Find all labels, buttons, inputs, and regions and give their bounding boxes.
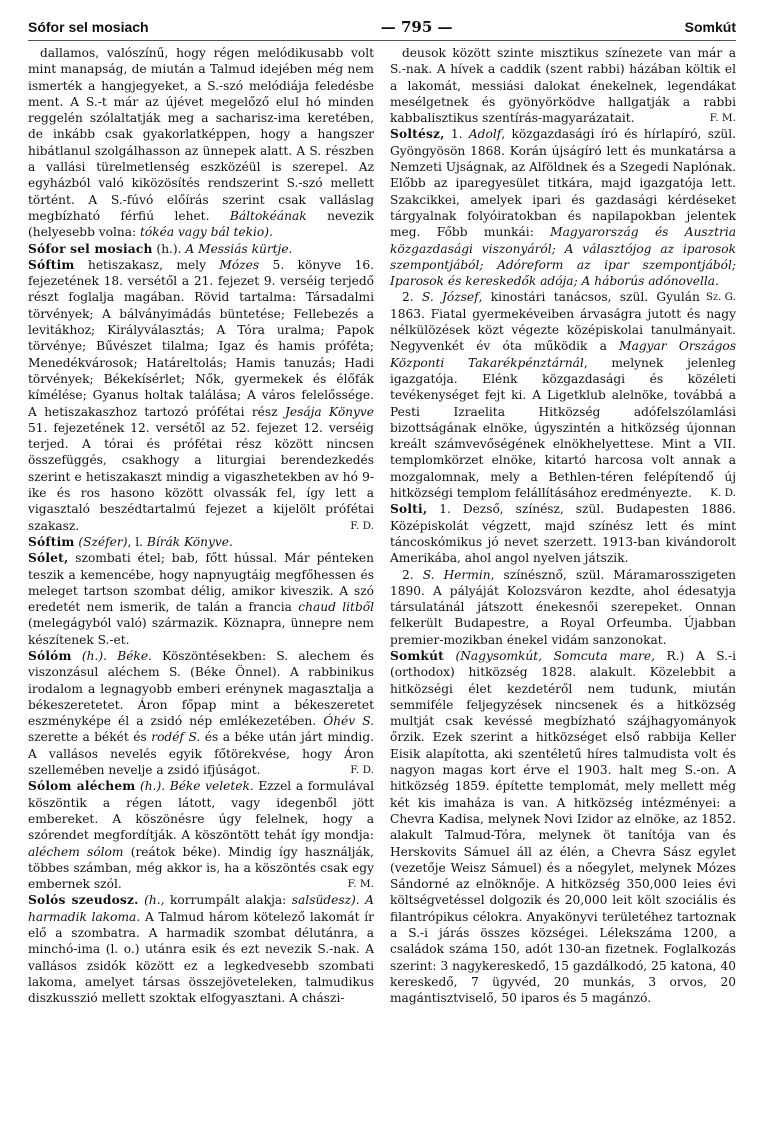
header-right-keyword: Somkút <box>684 19 736 35</box>
body-text: hetiszakasz, mely <box>74 257 220 272</box>
author-signature: Sz. G. <box>705 291 736 304</box>
headword: Sólom aléchem <box>28 779 136 794</box>
italic-text: Bírák Könyve. <box>146 534 233 549</box>
italic-text: tókéa vagy bál tekio). <box>139 225 273 240</box>
body-text: R.) A S.-i (orthodox) hitközség 1828. alakult. Közelebbit a hitközségi élet kezdetéről nem tudunk, miután semmiféle feljegyzések nincsenek és a hitközség multját csak kevéssé megbízható szájhagyományok őrzik. Ezek szerint a hitközséget első rabbija Keller Eisik alapította, aki szentéletű híres talmudista volt és nagyon magas kort érve el 1903. halt meg S.-on. A hitközség 1859. építette templomát, mely mellett még két kis imaháza is van. A hitközség intézményei: a Chevra Kadisa, melynek Novi Izidor az elnöke, az 1852. alakult Talmud-Tóra, melynek öt tanítója van és Herskovits Sámuel áll az élén, a Chevra Sász egylet (vezetője Weisz Sámuel) és a nőegylet, melynek Mózes Sándorné az elnöknője. A hitközség 350,000 leies évi költségvetéssel dolgozik és 20,000 leit költ szociális és filantrópikus célokra. Anyakönyvi területéhez tartoznak a S.-i járás összes községei. Lélekszáma 1200, a családok száma 150, adót 130-an fizetnek. Foglalkozás szerint: 3 nagykereskedő, 15 gazdálkodó, 25 katona, 40 kereskedő, 7 ügyvéd, 20 munkás, 3 orvos, 20 magántisztviselő, 50 iparos és 5 magánzó. <box>390 648 736 1006</box>
entry-paragraph <box>390 501 736 566</box>
body-text: deusok között szinte misztikus színezete van már a S.-nak. A hívek a caddik (szent rabbi) házában költik el a lakomát, messiási dalokat énekelnek, legendákat mesélgetnek és gyönyörködve hallgatják a rabbi kabbalisztikus szentírás-magyarázatait. <box>390 46 736 126</box>
headword: Sólet, <box>28 551 69 566</box>
body-text: , közgazdasági író és hírlapíró, szül. Gyöngyösön 1868. Korán újságíró lett és munkatársa a Nemzeti Ujságnak, az Alföldnek és a Szegedi Naplónak. Előbb az iparegyesület titkára, majd igazgatója lett. Szakcikkei, amelyek ipari és gazdasági kérdéseket tárgyalnak folyóiratokban és napilapokban jelentek meg. Főbb munkái: <box>390 127 736 240</box>
italic-text: Mózes <box>219 257 260 272</box>
entry-paragraph <box>390 648 736 1007</box>
body-text: korrumpált alakja: <box>164 893 292 908</box>
headword: Sóftim <box>28 257 75 272</box>
entry-paragraph <box>28 45 374 241</box>
dictionary-page <box>28 18 736 1126</box>
italic-text: Adolf <box>468 127 502 142</box>
body-text: , l. <box>127 534 147 549</box>
body-text: dallamos, valószínű, hogy régen melódikusabb volt mint manapság, de miután a Talmud idejében még nem ismerték a hangjegyeket, a S.-szó melódiája feledésbe ment. A S.-t már az újévet megelőző elul hó minden reggelén szólaltatják meg a sacharisz-ima keretében, de inkább csak gyakorlatképpen, hogy a hangszer hibátlanul szolgálhasson az ünnepek alatt. A S. részben a vallási türelmetlenség eszközéül is szerepel. Az egyházból való kiközösítés rendszerint S.-szó mellett történt. A S.-fúvó előírás szerint csak valláslag megbízható férfiú lehet. <box>28 46 374 223</box>
body-text: Ezzel a formulával köszöntik a régen látott, vagy idegenből jött embereket. A köszönésre úgy felelnek, hogy a szórendet megfordítják. A köszöntött tehát így mondja: <box>28 779 374 843</box>
body-text: szerette a békét és <box>28 730 152 745</box>
body-text: 2. <box>402 567 423 582</box>
italic-text: Magyar Országos Központi Takarékpénztárnál <box>390 339 736 370</box>
headword: Sófor sel mosiach <box>28 241 153 256</box>
italic-text: Jesája Könyve <box>284 404 374 419</box>
italic-text: (Széfer) <box>78 534 128 549</box>
entry-paragraph <box>28 550 374 648</box>
entry-paragraph <box>28 257 374 534</box>
headword: Sóftim <box>28 534 75 549</box>
running-header <box>28 18 736 41</box>
right-column <box>390 45 736 1126</box>
body-text: , kinostári tanácsos, szül. Gyulán 1863. Fiatal gyermekéveiben árvaságra jutott és nagy nélkülözések közt végezte középiskolai tanulmányait. Negyvenkét év óta működik a <box>390 290 736 354</box>
italic-text: A Messiás kürtje. <box>185 241 293 256</box>
entry-paragraph <box>28 534 374 550</box>
body-text: 1. Dezső, színész, szül. Budapesten 1886. Középiskolát végzett, majd színész lett és mint táncoskómikus jó nevet szerzett. 1913-ban kivándorolt Amerikába, ahol angol nyelven játszik. <box>390 502 736 566</box>
entry-paragraph <box>28 241 374 257</box>
entry-paragraph <box>390 567 736 648</box>
body-text: , színésznő, szül. Máramarosszigeten 1890. A pályáját Kolozsváron kezdte, ahol édesatyja társulatánál játszott énekesnői szerepeket. Onnan felkerült Budapestre, a Royal Orfeumba. Újabban premier-mozikban énekel vidám sanzonokat. <box>390 567 736 647</box>
headword: Solti, <box>390 502 428 517</box>
italic-text: Báltokéának <box>229 208 307 223</box>
italic-text: rodéf S. <box>151 730 201 745</box>
italic-text: salsüdesz). A harmadik lakoma. <box>28 893 374 924</box>
author-signature: K. D. <box>710 487 736 500</box>
headword: Sólóm <box>28 648 72 663</box>
body-text: és a béke után járt mindig. A vallásos nevelés egyik főtörekvése, hogy Áron szellemében nevelje a zsidó ifjúságot. <box>28 730 374 778</box>
entry-paragraph <box>28 892 374 1006</box>
italic-text: (h., <box>144 893 165 908</box>
body-text: 1. <box>444 127 469 142</box>
body-text: (melegágyból való) származik. Köznapra, ünnepre nem készítenek S.-et. <box>28 616 374 647</box>
body-text: 2. <box>402 290 422 305</box>
body-text: 51. fejezetének 12. versétől az 52. fejezet 12. verséig terjed. A tórai és prófétai rész között nincsen összefüggés, csakhogy a liturgiai berendezkedés szerint e hetiszakaszt mindig a vigaszhetekben av hó 9-ike és ros hasono között olvassák fel, így lett a vigasztaló beszédtartalmú fejezet a kijelölt prófétai szakasz. <box>28 420 374 533</box>
italic-text: S. József <box>421 290 479 305</box>
left-column <box>28 45 374 1126</box>
body-text: A Talmud három kötelező lakomát ír elő a szombatra. A harmadik szombat délutánra, a minchó-ima (l. o.) utánra esik és ezt nevezik S.-nak. A vallásos zsidók között ez a legkedvesebb szombati lakoma, amelyet társas összejöveteleken, talmudikus diszkusszió mellett szoktak elfogyasztani. A chászi- <box>28 909 374 1006</box>
italic-text: Óhév S. <box>323 714 374 729</box>
entry-paragraph <box>390 45 736 126</box>
italic-text: (h.). Béke veletek. <box>140 779 254 794</box>
italic-text: Magyarország és Ausztria közgazdasági viszonyáról; A választójog az iparosok szempontjából; Adóreform az ipar szempontjából; Iparosok és kereskedők adója; A háborús adónovella. <box>390 225 736 289</box>
italic-text: aléchem sólom <box>28 844 124 859</box>
headword: Solós szeudosz. <box>28 893 139 908</box>
text-columns <box>28 45 736 1126</box>
body-text <box>72 649 82 663</box>
entry-paragraph <box>390 289 736 501</box>
body-text: , melynek jelenleg igazgatója. Elénk közgazdasági és közéleti tevékenységet fejt ki. A Ligetklub alelnöke, továbbá a Pesti Izraelita Hitközség adófelszólamlási bizottságának elnöke, úgyszintén a hitközség újonnan kreált számvevőségének elnökhelyettese. Mint a VII. templomkörzet elnöke, kitartó harcosa volt annak a mozgalomnak, mely a Bethlen-téren felépítendő új hitközségi templom felállításához eredményezte. <box>390 355 736 501</box>
body-text: (reátok béke). Mindig így használják, többes számban, még akkor is, ha a köszöntés csak egy embernek szól. <box>28 844 374 892</box>
page-number: — 795 — <box>380 18 453 36</box>
headword: Soltész, <box>390 127 445 142</box>
author-signature: F. D. <box>350 764 374 777</box>
italic-text: (Nagysomkút, Somcuta mare, <box>455 648 655 663</box>
italic-text: (h.). Béke. <box>81 648 152 663</box>
header-left-keyword: Sófor sel mosiach <box>28 19 149 35</box>
body-text: nevezik (helyesebb volna: <box>28 208 374 240</box>
body-text <box>444 649 456 663</box>
body-text: Köszöntésekben: S. alechem és viszonzásul aléchem S. (Béke Önnel). A rabbinikus irodalom a legnagyobb emberi erénynek magasztalja a békeszeretetet. Áron főpap mint a békeszeretet eszményképe él a zsidó nép emlékezetében. <box>28 648 374 729</box>
italic-text: S. Hermin <box>422 567 491 582</box>
body-text: (h.). <box>152 241 186 256</box>
italic-text: chaud litből <box>298 600 374 615</box>
author-signature: F. M. <box>347 878 374 891</box>
body-text: szombati étel; bab, főtt hússal. Már pénteken teszik a kemencébe, hogy napnyugtáig megfőhessen és meleget tartson szombat délig, amikor kiveszik. A szó eredetét nem ismerik, de talán a francia <box>28 551 374 615</box>
author-signature: F. M. <box>709 112 736 125</box>
author-signature: F. D. <box>350 519 374 532</box>
headword: Somkút <box>390 648 444 663</box>
entry-paragraph <box>28 648 374 778</box>
entry-paragraph <box>28 778 374 892</box>
body-text: 5. könyve 16. fejezetének 18. versétől a 21. fejezet 9. verséig terjedő részt foglalja magában. Rövid tartalma: Társadalmi törvények; A bálványimádás büntetése; Fellebezés a levitákhoz; Királyválasztás; A Tóra uralma; Papok törvénye; Bűvészet tilalma; Igaz és hamis próféta; Menedékvárosok; Határeltolás; Hamis tanuzás; Hadi törvények; Békekísérlet; Nők, gyermekek és élőfák kímélése; Gyanus holtak találása; A város felelőssége. A hetiszakaszhoz tartozó prófétai rész <box>28 257 374 419</box>
